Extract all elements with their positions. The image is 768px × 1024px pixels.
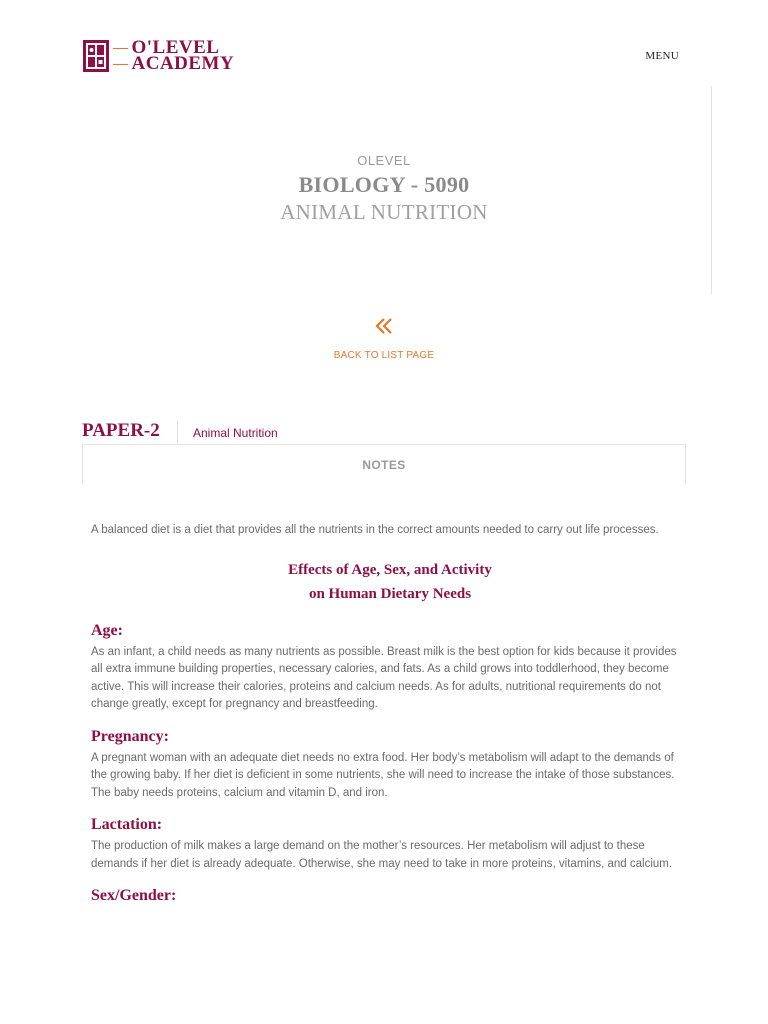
double-chevron-left-icon xyxy=(373,316,395,336)
logo-text-academy: ACADEMY xyxy=(131,53,235,74)
lactation-heading: Lactation: xyxy=(91,816,163,833)
logo-dash-icon: — xyxy=(113,56,129,72)
sex-gender-heading: Sex/Gender: xyxy=(91,887,177,904)
page-title-block xyxy=(0,153,768,225)
title-kicker: OLEVEL xyxy=(357,153,411,168)
pregnancy-paragraph: A pregnant woman with an adequate diet needs no extra food. Her body’s metabolism will adapt to the demands of the growing baby. If her diet is deficient in some nutrients, she will need to increase the intake of those substances. The baby needs proteins, calcium and vitamin D, and iron. xyxy=(91,751,675,799)
site-logo[interactable] xyxy=(82,38,234,74)
section-heading-line-1: Effects of Age, Sex, and Activity xyxy=(288,561,492,578)
back-to-list-label: BACK TO LIST PAGE xyxy=(333,350,435,361)
page-subtitle: ANIMAL NUTRITION xyxy=(280,200,488,224)
lactation-paragraph: The production of milk makes a large demand on the mother’s resources. Her metabolism will adjust to these demands if her diet is already adequate. Otherwise, she may need to take in more proteins, vitamins, and calcium. xyxy=(91,840,673,870)
section-heading xyxy=(91,558,689,606)
tab-notes-label: NOTES xyxy=(362,458,406,472)
pregnancy-heading: Pregnancy: xyxy=(91,727,169,745)
back-to-list-link[interactable] xyxy=(0,316,768,361)
logo-dash-icon: — xyxy=(113,40,129,56)
notes-content xyxy=(91,522,689,909)
intro-paragraph: A balanced diet is a diet that provides all the nutrients in the correct amounts needed to carry out life processes. xyxy=(91,524,659,536)
academy-logo-icon xyxy=(82,38,110,74)
logo-line-2 xyxy=(113,53,235,74)
paper-title: PAPER-2 xyxy=(82,420,160,441)
page-title: BIOLOGY - 5090 xyxy=(298,172,470,197)
logo-text-olevel: O'LEVEL xyxy=(131,37,220,58)
age-heading: Age: xyxy=(91,621,123,639)
tab-notes[interactable] xyxy=(82,444,686,484)
menu-button[interactable]: MENU xyxy=(645,50,679,62)
logo-wordmark xyxy=(113,37,235,74)
topic-link[interactable]: Animal Nutrition xyxy=(193,426,278,440)
age-paragraph: As an infant, a child needs as many nutrients as possible. Breast milk is the best option for kids because it provides all extra immune building properties, necessary calories, and fats. As a child grows into toddlerhood, they become active. This will increase their calories, proteins and calcium needs. As for adults, nutritional requirements do not change greatly, except for pregnancy and breastfeeding. xyxy=(91,645,677,710)
paper-divider xyxy=(177,421,178,443)
section-heading-line-2: on Human Dietary Needs xyxy=(308,585,472,602)
